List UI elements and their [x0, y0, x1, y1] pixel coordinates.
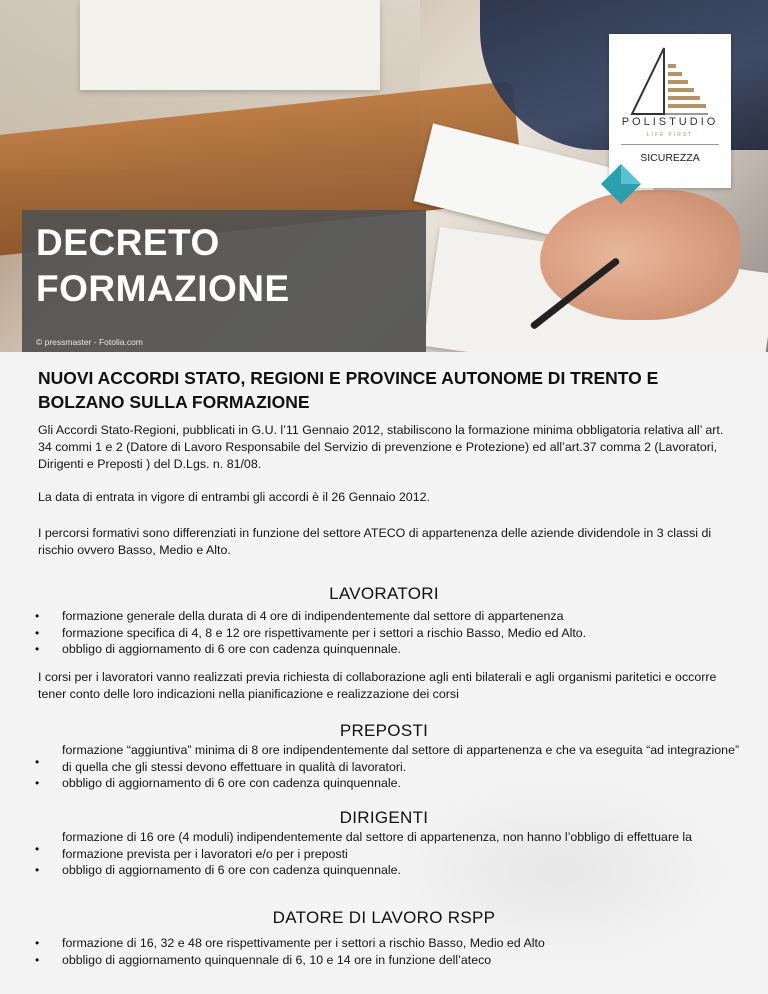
list-item-text: obbligo di aggiornamento quinquennale di 6, 10 e 14 ore in funzione dell’ateco	[62, 952, 492, 967]
page-title-line-1: DECRETO	[36, 222, 220, 263]
polistudio-logo	[609, 34, 731, 188]
list-item-text: formazione specifica di 4, 8 e 12 ore rispettivamente per i settori a rischio Basso, Medio ed Alto.	[62, 625, 587, 640]
title-box	[22, 210, 426, 352]
bullet-icon: •	[35, 609, 40, 623]
teal-diamond-icon	[599, 162, 643, 206]
list-item-text: obbligo di aggiornamento di 6 ore con cadenza quinquennale.	[62, 776, 401, 790]
headline: NUOVI ACCORDI STATO, REGIONI E PROVINCE AUTONOME DI TRENTO E BOLZANO SULLA FORMAZIONE	[38, 368, 659, 412]
bullet-icon: •	[35, 842, 40, 856]
list-item	[0, 641, 740, 658]
preposti-list	[0, 742, 740, 792]
photo-credit: © pressmaster - Fotolia.com	[36, 337, 143, 347]
bullet-icon: •	[35, 642, 40, 656]
datore-list	[0, 935, 740, 968]
page-title-line-2: FORMAZIONE	[36, 268, 290, 309]
intro-paragraph: I percorsi formativi sono differenziati in funzione del settore ATECO di appartenenza delle aziende dividendole in 3 classi di rischio ovvero Basso, Medio e Alto.	[38, 526, 712, 557]
logo-name: POLISTUDIO	[621, 116, 719, 128]
dirigenti-list	[0, 829, 740, 879]
list-item	[0, 935, 740, 952]
list-item-text: formazione di 16 ore (4 moduli) indipendentemente dal settore di appartenenza, non hanno l’obbligo di effettuare la formazione prevista per i lavoratori e/o per i preposti	[62, 830, 693, 861]
bullet-icon: •	[35, 952, 40, 967]
lavoratori-list	[0, 608, 740, 658]
list-item	[0, 625, 740, 642]
list-item-text: formazione generale della durata di 4 ore di indipendentemente dal settore di appartenenza	[62, 609, 564, 623]
bullet-icon: •	[35, 625, 40, 640]
logo-sub: SICUREZZA	[640, 152, 700, 164]
list-item-text: obbligo di aggiornamento di 6 ore con cadenza quinquennale.	[62, 642, 401, 656]
bullet-icon: •	[35, 755, 40, 769]
hero-photo	[0, 0, 768, 352]
bullet-icon: •	[35, 863, 40, 877]
section-title-lavoratori: LAVORATORI	[329, 584, 439, 603]
list-item-text: formazione di 16, 32 e 48 ore rispettivamente per i settori a rischio Basso, Medio ed Alto	[62, 936, 545, 950]
section-title-preposti: PREPOSTI	[339, 721, 429, 740]
list-item	[0, 952, 740, 969]
list-item	[0, 608, 740, 625]
list-item	[0, 742, 740, 775]
intro-paragraph: Gli Accordi Stato-Regioni, pubblicati in G.U. l’11 Gennaio 2012, stabiliscono la formazione minima obbligatoria relativa all’ art. 34 commi 1 e 2 (Datore di Lavoro Responsabile del Servizio di prevenzione e Protezione) ed all’art.37 comma 2 (Lavoratori, Dirigenti e Preposti ) del D.Lgs. n. 81/08.	[38, 423, 724, 471]
pyramid-logo-icon	[624, 42, 716, 144]
list-item	[0, 862, 740, 879]
section-title-datore: DATORE DI LAVORO RSPP	[272, 908, 496, 927]
bullet-icon: •	[35, 776, 40, 790]
bullet-icon: •	[35, 936, 40, 950]
list-item	[0, 775, 740, 792]
list-item-text: formazione “aggiuntiva” minima di 8 ore indipendentemente dal settore di appartenenza e che va eseguita “ad integrazione” di quella che gli stessi devono effettuare in qualità di lavoratori.	[62, 743, 740, 774]
section-title-dirigenti: DIRIGENTI	[339, 808, 429, 827]
list-item	[0, 829, 740, 862]
intro-paragraph: La data di entrata in vigore di entrambi gli accordi è il 26 Gennaio 2012.	[38, 490, 430, 504]
logo-divider	[621, 144, 719, 145]
list-item-text: obbligo di aggiornamento di 6 ore con cadenza quinquennale.	[62, 863, 401, 877]
lavoratori-note: I corsi per i lavoratori vanno realizzati previa richiesta di collaborazione agli enti bilaterali e agli organismi paritetici e occorre tener conto delle loro indicazioni nella pianificazione e realizzazione dei corsi	[38, 670, 717, 701]
logo-tagline: LIFE FIRST	[646, 132, 694, 138]
hero-whiteboard	[80, 0, 380, 90]
